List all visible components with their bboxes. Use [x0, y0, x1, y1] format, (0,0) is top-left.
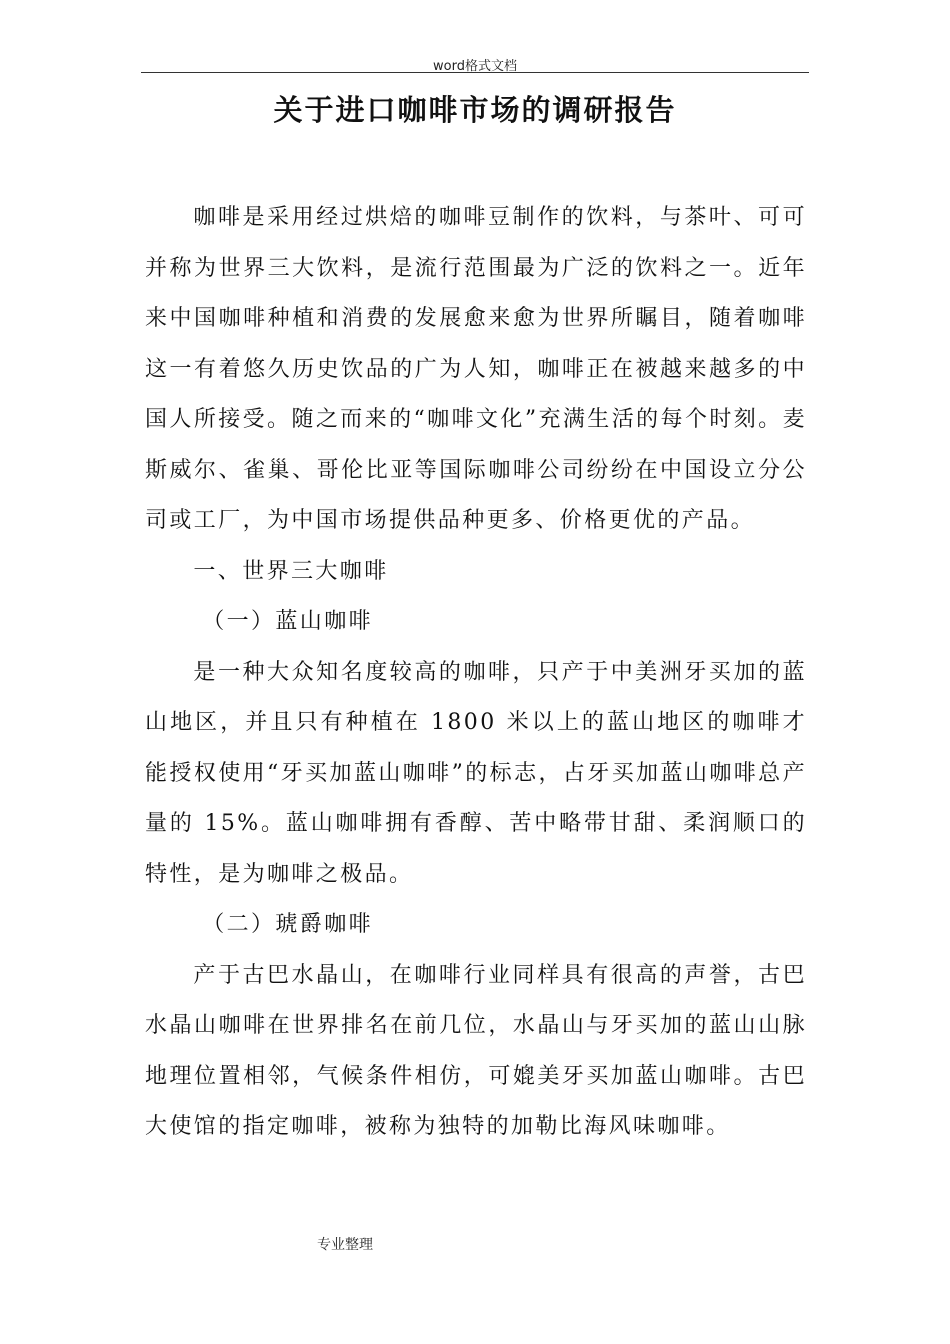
- section-heading-world-coffees: 一、世界三大咖啡: [193, 558, 389, 584]
- header-divider: [141, 72, 809, 73]
- page-header: word格式文档: [433, 59, 517, 74]
- page-footer: 专业整理: [317, 1237, 373, 1253]
- intro-paragraph: 咖啡是采用经过烘焙的咖啡豆制作的饮料，与茶叶、可可并称为世界三大饮料，是流行范围最为广泛的饮料之一。近年来中国咖啡种植和消费的发展愈来愈为世界所瞩目，随着咖啡这一有着悠久历史饮品的广为人知，咖啡正在被越来越多的中国人所接受。随之而来的“咖啡文化”充满生活的每个时刻。麦斯威尔、雀巢、哥伦比亚等国际咖啡公司纷纷在中国设立分公司或工厂，为中国市场提供品种更多、价格更优的产品。: [145, 205, 807, 533]
- subsection-heading-crystal-mountain: （二）琥爵咖啡: [202, 912, 373, 937]
- blue-mountain-paragraph: 是一种大众知名度较高的咖啡，只产于中美洲牙买加的蓝山地区，并且只有种植在 1800 米以上的蓝山地区的咖啡才能授权使用“牙买加蓝山咖啡”的标志，占牙买加蓝山咖啡总产量的 15%。蓝山咖啡拥有香醇、苦中略带甘甜、柔润顺口的特性，是为咖啡之极品。: [145, 659, 807, 887]
- subsection-heading-blue-mountain: （一）蓝山咖啡: [202, 609, 373, 634]
- document-title: 关于进口咖啡市场的调研报告: [273, 93, 677, 127]
- document-body: [145, 193, 807, 1153]
- crystal-mountain-paragraph: 产于古巴水晶山，在咖啡行业同样具有很高的声誉，古巴水晶山咖啡在世界排名在前几位，水晶山与牙买加的蓝山山脉地理位置相邻，气候条件相仿，可媲美牙买加蓝山咖啡。古巴大使馆的指定咖啡，被称为独特的加勒比海风味咖啡。: [145, 962, 807, 1139]
